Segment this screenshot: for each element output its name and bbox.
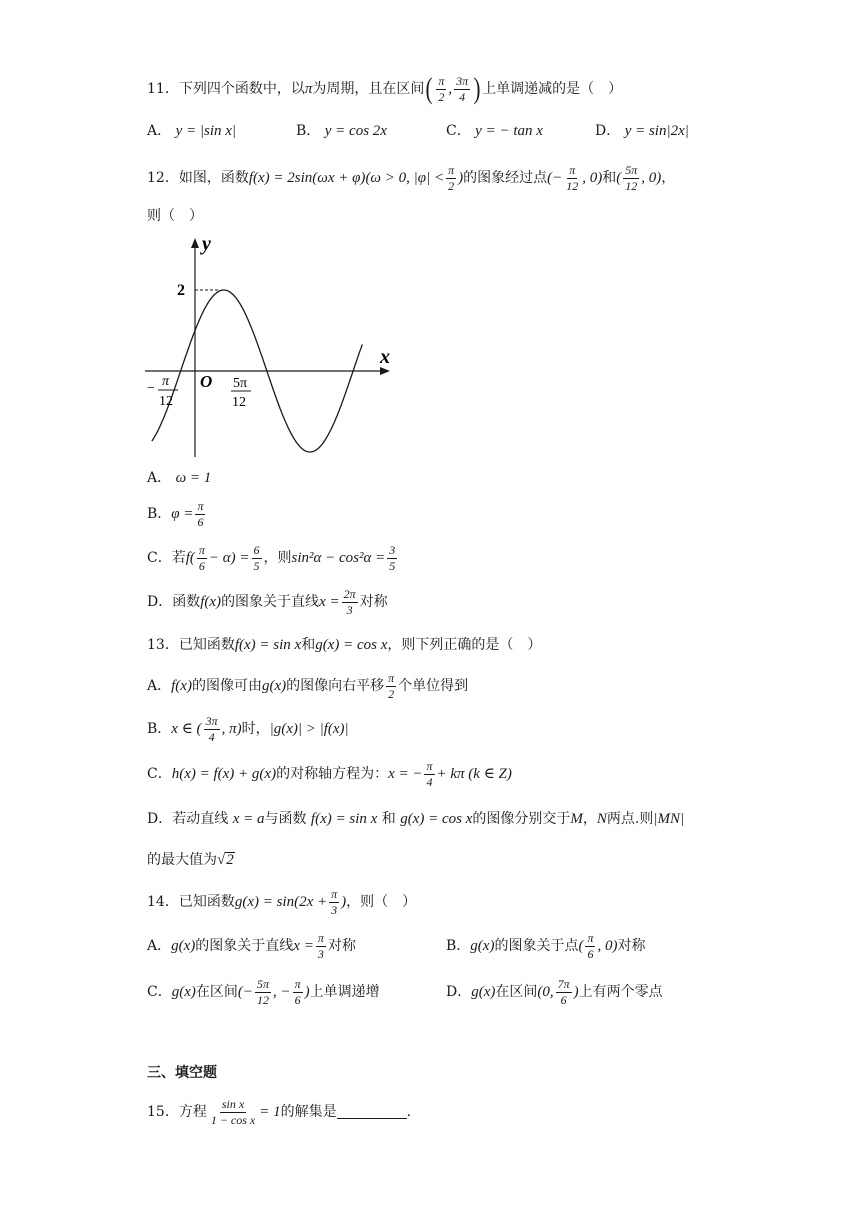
q13-option-c-den: 4 — [426, 774, 433, 789]
q14-option-b-p: ( — [578, 937, 584, 954]
pos-tick-num: 5π — [233, 376, 248, 391]
q14-stem-text: 14．已知函数 — [147, 894, 235, 911]
q13-option-c-frac — [424, 760, 434, 788]
q11-option-a[interactable] — [147, 124, 236, 139]
q13-option-d-c: 和 — [381, 811, 396, 827]
q15-eq: = 1 — [259, 1103, 281, 1120]
q13-option-d-line2-text: 的最大值为 — [147, 852, 217, 868]
x-axis-label: x — [380, 346, 390, 368]
q14-option-c-a: 在区间 — [195, 984, 238, 1001]
q13-option-a-frac — [386, 672, 396, 700]
q11-frac-1-num: π — [438, 73, 445, 88]
q13-option-d-n: N — [596, 811, 607, 827]
q13-option-a-b: 的图像向右平移 — [286, 678, 385, 695]
q14-option-a-a: 的图象关于直线 — [195, 938, 294, 955]
q13-stem — [147, 638, 541, 653]
q11-option-c-text: y = − tan x — [475, 123, 543, 139]
q12-option-c-expr: sin²α − cos²α = — [291, 549, 386, 566]
q12-option-c-den2: 5 — [253, 558, 260, 573]
q12-condition — [365, 164, 463, 192]
q13-option-a-den: 2 — [388, 686, 395, 701]
q15-stem-text: 15．方程 — [147, 1104, 207, 1121]
q13-option-d-f: f(x) = sin x — [310, 811, 378, 827]
q12-cond-num: π — [448, 163, 455, 177]
q12-option-d-frac — [342, 588, 358, 616]
q12-p1-den: 12 — [566, 178, 579, 193]
q11-stem — [147, 74, 622, 104]
q14-option-a-den: 3 — [317, 946, 324, 961]
q13-option-d[interactable] — [147, 812, 684, 827]
sqrt-radicand: 2 — [226, 852, 234, 868]
q13-option-d-b: 与函数 — [264, 811, 307, 827]
q13-option-d-label: D． — [147, 811, 173, 827]
q14-option-d-q: ) — [573, 983, 579, 1000]
q14-option-a-label: A． — [147, 938, 172, 955]
q14-option-c-frac-2 — [293, 978, 303, 1006]
q13-option-c-x: x = − — [388, 765, 423, 782]
q12-option-d-c: 对称 — [359, 594, 388, 611]
q13-option-b-c: |g(x)| > |f(x)| — [269, 720, 349, 737]
q12-option-b-label: B． — [147, 506, 172, 523]
neg-tick-sign: − — [147, 381, 155, 396]
q12-option-d[interactable] — [147, 588, 388, 616]
q14-option-a-b: 对称 — [327, 938, 356, 955]
neg-tick-num: π — [162, 374, 170, 389]
q11-frac-1 — [436, 75, 446, 103]
q12-p1-b: , 0) — [582, 169, 603, 186]
q14-option-d-den: 6 — [560, 992, 567, 1007]
q11-option-c[interactable] — [446, 124, 543, 139]
q11-option-d-text: y = sin|2x| — [624, 123, 689, 139]
q12-cond-a: (ω > 0, |φ| < — [365, 169, 445, 186]
q14-option-d-a: 在区间 — [495, 984, 538, 1001]
q13-option-d-d: 的图像分别交于 — [472, 811, 571, 827]
q14-option-c-den2: 6 — [294, 992, 301, 1007]
q11-paren-open: ( — [425, 72, 433, 105]
q12-option-c-den1: 6 — [198, 558, 205, 573]
q12-option-c-b: − α) = — [208, 549, 250, 566]
q14-option-a-frac — [316, 932, 326, 960]
q12-stem-text-4: ， — [661, 170, 676, 187]
y-axis-label: y — [202, 233, 211, 255]
q13-stem-text: 13．已知函数 — [147, 637, 235, 653]
q14-option-b-b: 对称 — [617, 938, 646, 955]
q12-option-c-num3: 3 — [389, 543, 396, 557]
q14-option-c-g: g(x) — [171, 983, 196, 1000]
q12-graph — [140, 232, 400, 462]
q11-option-a-text: y = |sin x| — [175, 123, 237, 139]
q14-option-c-b: 上单调递增 — [309, 984, 380, 1001]
q12-func: f(x) = 2sin(ωx + φ) — [248, 169, 366, 186]
q13-option-c-label: C． — [147, 766, 172, 783]
q12-option-d-label: D． — [147, 594, 173, 611]
q11-frac-2-num: 3π — [456, 73, 469, 88]
q12-option-c-den3: 5 — [389, 558, 396, 573]
q12-option-a[interactable] — [147, 471, 211, 486]
q14-stem-g: g(x) = sin(2x + — [234, 893, 328, 910]
q12-option-a-text: ω = 1 — [175, 470, 212, 486]
q12-option-c-frac-1 — [197, 544, 207, 572]
q11-option-a-label: A． — [147, 123, 172, 139]
q14-option-c-q: ) — [304, 983, 310, 1000]
q11-option-d[interactable] — [595, 124, 689, 139]
q14-option-d-g: g(x) — [471, 983, 496, 1000]
origin-label: O — [200, 372, 213, 391]
q12-option-b[interactable] — [147, 500, 207, 528]
q11-option-c-label: C． — [446, 123, 471, 139]
q12-option-d-num: 2π — [343, 587, 356, 601]
q12-option-b-frac — [195, 500, 205, 528]
q12-option-d-f: f(x) — [200, 593, 222, 610]
q11-option-d-label: D． — [595, 123, 621, 139]
q14-option-a-x: x = — [293, 937, 314, 954]
q14-option-d-label: D． — [446, 984, 472, 1001]
q14-option-c-frac-1 — [255, 978, 271, 1006]
q13-option-b-x: x ∈ ( — [171, 720, 202, 737]
q13-stem-text-2: ，则下列正确的是（ ） — [387, 637, 542, 653]
q12-option-d-a: 函数 — [172, 594, 201, 611]
q14-option-d-frac — [556, 978, 572, 1006]
q12-p2-frac — [623, 164, 639, 192]
q14-option-c-p: (− — [237, 983, 253, 1000]
q11-interval — [424, 74, 482, 104]
q12-stem-text-2: 的图象经过点 — [463, 170, 548, 187]
q12-option-d-b: 的图象关于直线 — [221, 594, 320, 611]
q14-option-a[interactable] — [147, 932, 356, 960]
q14-stem — [147, 888, 416, 916]
q11-comma: , — [448, 80, 453, 97]
q12-option-b-text: φ = — [171, 505, 194, 522]
q11-stem-text-2: 为周期，且在区间 — [312, 81, 425, 97]
q11-stem-text: 11．下列四个函数中，以 — [147, 81, 305, 97]
q14-stem-den: 3 — [331, 902, 338, 917]
q12-p1-frac — [564, 164, 580, 192]
q15-stem — [147, 1098, 411, 1126]
q15-period: . — [406, 1104, 412, 1121]
q13-option-b-den: 4 — [208, 729, 215, 744]
q13-option-c-num: π — [426, 759, 433, 773]
q13-option-b-frac — [204, 715, 220, 743]
q15-stem-text-2: 的解集是 — [280, 1104, 337, 1121]
q12-option-a-label: A． — [147, 470, 172, 486]
q13-stem-and: 和 — [301, 637, 316, 653]
q14-option-b-g: g(x) — [470, 937, 495, 954]
q14-stem-text-2: ，则（ ） — [346, 894, 417, 911]
q15-frac — [209, 1098, 257, 1126]
q12-option-d-x: x = — [319, 593, 340, 610]
q13-option-a[interactable] — [147, 672, 468, 700]
q12-option-b-num: π — [197, 499, 204, 513]
q15-num: sin x — [221, 1097, 245, 1111]
q12-p2-a: ( — [616, 169, 622, 186]
neg-tick-den: 12 — [159, 394, 173, 409]
q12-option-c-label: C． — [147, 550, 172, 567]
q12-cond-frac — [446, 164, 456, 192]
q13-option-b-label: B． — [147, 721, 172, 738]
q13-option-d-g: g(x) = cos x — [400, 811, 473, 827]
q13-option-c[interactable] — [147, 760, 512, 788]
q13-option-c-a: 的对称轴方程为： — [276, 766, 389, 783]
q12-stem-text: 12．如图，函数 — [147, 170, 249, 187]
q12-p2-den: 12 — [625, 178, 638, 193]
q14-option-c-num2: π — [294, 977, 301, 991]
q13-option-d-a: 若动直线 — [172, 811, 229, 827]
q13-stem-f: f(x) = sin x — [234, 637, 302, 653]
q12-point-2 — [616, 164, 661, 192]
q12-p2-num: 5π — [625, 163, 638, 177]
q11-option-b-label: B． — [296, 123, 321, 139]
q15-den: 1 − cos x — [210, 1112, 256, 1127]
q13-option-d-line2 — [147, 852, 235, 868]
q14-option-b-q: , 0) — [597, 937, 618, 954]
q12-option-c-f: f( — [185, 549, 195, 566]
q12-p2-b: , 0) — [641, 169, 662, 186]
q11-frac-2 — [454, 75, 470, 103]
q14-option-c-label: C． — [147, 984, 172, 1001]
q13-option-a-a: 的图像可由 — [191, 678, 262, 695]
q11-frac-2-den: 4 — [459, 89, 466, 104]
q11-pi: π — [304, 80, 313, 97]
q14-option-d-num: 7π — [557, 977, 570, 991]
q14-option-d-p: (0, — [537, 983, 554, 1000]
q12-option-b-den: 6 — [197, 514, 204, 529]
q13-option-a-num: π — [388, 671, 395, 685]
q12-option-d-den: 3 — [346, 602, 353, 617]
q14-option-b-frac — [585, 932, 595, 960]
q12-stem-text-3: 和 — [602, 170, 617, 187]
q14-stem-frac — [329, 888, 339, 916]
q13-option-a-g: g(x) — [261, 677, 287, 694]
sqrt-symbol: √ 2 — [217, 852, 234, 868]
q12-option-c-frac-3 — [387, 544, 397, 572]
q11-paren-close: ) — [473, 72, 481, 105]
q12-option-c-num1: π — [198, 543, 205, 557]
pos-tick-den: 12 — [232, 395, 246, 410]
q14-option-b-den: 6 — [587, 946, 594, 961]
q14-option-d-b: 上有两个零点 — [578, 984, 663, 1001]
q12-stem-line2: 则（ ） — [147, 208, 203, 224]
q13-option-d-m: M — [570, 811, 583, 827]
q14-option-b-num: π — [587, 931, 594, 945]
section-title: 三、填空题 — [147, 1065, 217, 1081]
q13-option-b[interactable] — [147, 715, 349, 743]
q14-option-b-label: B． — [446, 938, 471, 955]
q13-option-c-b: + kπ (k ∈ Z) — [436, 765, 512, 782]
q11-stem-text-3: 上单调递减的是（ ） — [482, 81, 623, 97]
q11-option-b[interactable] — [296, 124, 387, 139]
q11-option-b-text: y = cos 2x — [324, 123, 387, 139]
q14-stem-close: ) — [341, 893, 347, 910]
y-axis-arrow — [191, 238, 199, 248]
q14-option-c-den1: 12 — [257, 992, 269, 1007]
q13-option-a-c: 个单位得到 — [398, 678, 469, 695]
q13-option-d-f2: 两点.则 — [606, 811, 654, 827]
q11-frac-1-den: 2 — [438, 89, 445, 104]
q14-option-a-num: π — [317, 931, 324, 945]
q12-p1-a: (− — [547, 169, 563, 186]
q14-option-c-num1: 5π — [257, 977, 270, 991]
q14-option-a-g: g(x) — [171, 937, 196, 954]
q13-option-c-h: h(x) = f(x) + g(x) — [171, 765, 277, 782]
q13-option-b-a: , π) — [221, 720, 242, 737]
q12-p1-num: π — [569, 163, 576, 177]
q14-option-c[interactable] — [147, 978, 380, 1006]
q13-option-a-f: f(x) — [171, 677, 192, 694]
q12-option-c[interactable] — [147, 544, 399, 572]
x-axis-arrow — [380, 367, 390, 375]
max-value-label: 2 — [177, 282, 185, 299]
q13-option-b-when: 时， — [241, 721, 270, 738]
q12-cond-b: ) — [458, 169, 464, 186]
q12-option-c-if: 若 — [171, 550, 186, 567]
answer-blank[interactable] — [337, 1106, 407, 1119]
q12-cond-den: 2 — [448, 178, 455, 193]
q14-option-b[interactable] — [446, 932, 645, 960]
q13-option-d-x: x = a — [232, 811, 265, 827]
q14-option-c-m: , − — [273, 983, 291, 1000]
q13-option-d-mn: |MN| — [653, 811, 685, 827]
q13-stem-g: g(x) = cos x — [315, 637, 388, 653]
q12-option-c-frac-2 — [252, 544, 262, 572]
q12-stem — [147, 164, 675, 192]
q14-option-b-a: 的图象关于点 — [494, 938, 579, 955]
q14-option-d[interactable] — [446, 978, 663, 1006]
q13-option-b-num: 3π — [205, 714, 218, 728]
q13-option-d-e: ， — [582, 811, 597, 827]
q12-option-c-then: ，则 — [263, 550, 292, 567]
q14-stem-num: π — [331, 887, 338, 901]
q12-point-1 — [547, 164, 602, 192]
q13-option-a-label: A． — [147, 678, 172, 695]
q12-option-c-num2: 6 — [253, 543, 260, 557]
